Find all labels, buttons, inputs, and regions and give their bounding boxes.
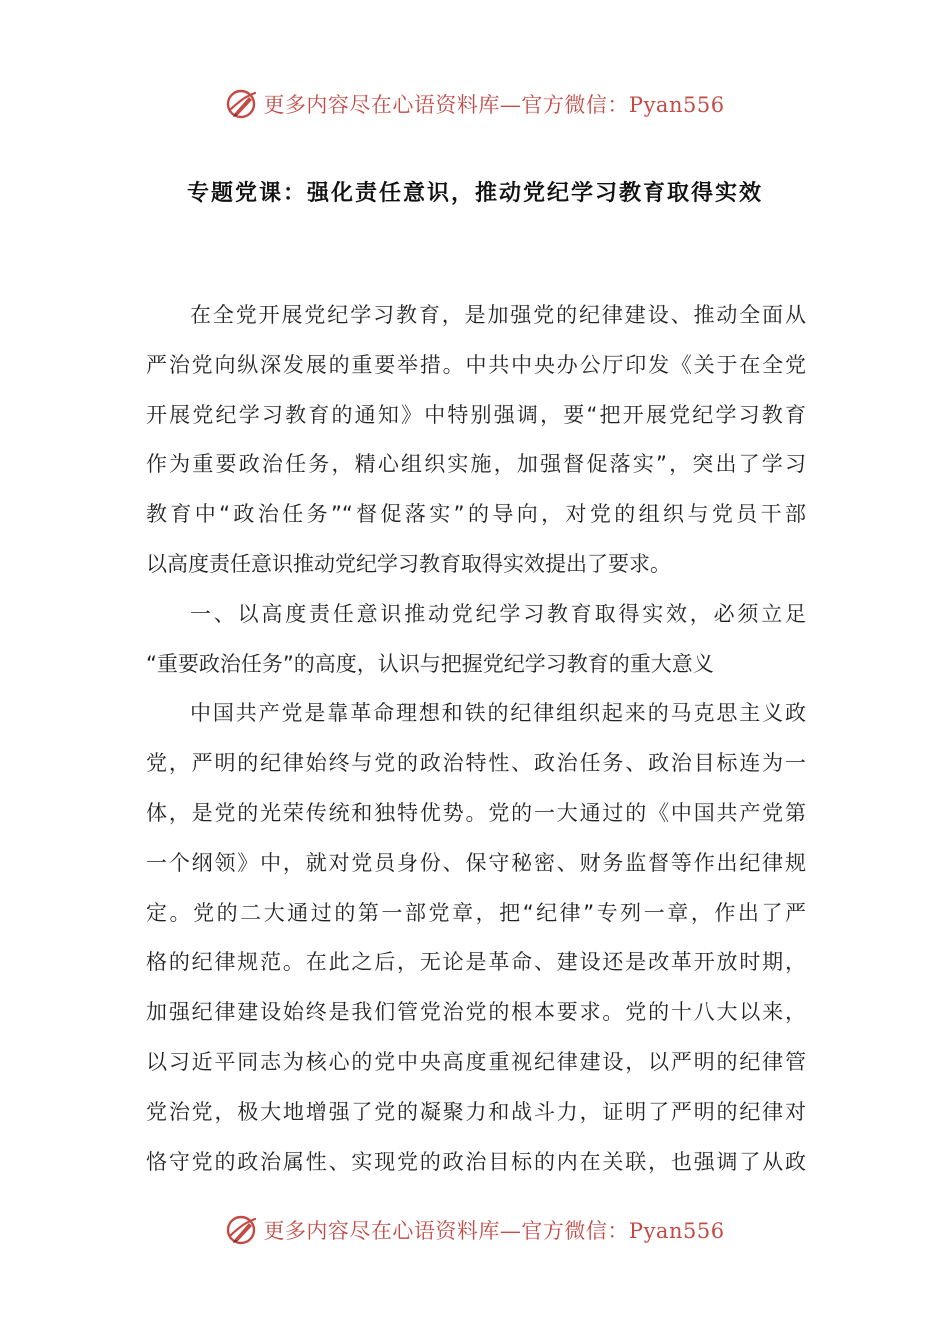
- document-title: 专题党课：强化责任意识，推动党纪学习教育取得实效: [186, 181, 763, 206]
- text-line: 严治党向纵深发展的重要举措。中共中央办公厅印发《关于在全党: [146, 352, 806, 377]
- pen-logo-icon: [225, 1213, 259, 1247]
- text-line: 在全党开展党纪学习教育，是加强党的纪律建设、推动全面从: [190, 303, 806, 327]
- text-line: 一、以高度责任意识推动党纪学习教育取得实效，必须立足: [190, 601, 806, 626]
- text-line: 作为重要政治任务，精心组织实施，加强督促落实”，突出了学习: [146, 452, 806, 477]
- text-line: 体，是党的光荣传统和独特优势。党的一大通过的《中国共产党第: [146, 800, 806, 825]
- document-body: [146, 291, 806, 1187]
- banner-text: 更多内容尽在心语资料库—官方微信：Pyan556: [263, 93, 725, 117]
- text-line: 以高度责任意识推动党纪学习教育取得实效提出了要求。: [146, 551, 671, 576]
- text-line: 定。党的二大通过的第一部党章，把“纪律”专列一章，作出了严: [146, 900, 806, 925]
- text-line: 一个纲领》中，就对党员身份、保守秘密、财务监督等作出纪律规: [146, 850, 806, 875]
- pen-logo-icon: [225, 87, 259, 121]
- text-line: 开展党纪学习教育的通知》中特别强调，要“把开展党纪学习教育: [146, 402, 806, 427]
- text-line: 恪守党的政治属性、实现党的政治目标的内在关联，也强调了从政: [146, 1149, 806, 1174]
- text-line: 党治党，极大地增强了党的凝聚力和战斗力，证明了严明的纪律对: [146, 1099, 806, 1124]
- text-line: 加强纪律建设始终是我们管党治党的根本要求。党的十八大以来，: [146, 1000, 806, 1025]
- text-line: 中国共产党是靠革命理想和铁的纪律组织起来的马克思主义政: [190, 701, 806, 726]
- banner-text: 更多内容尽在心语资料库—官方微信：Pyan556: [263, 1219, 725, 1243]
- header-banner: [0, 84, 950, 124]
- text-line: 教育中“政治任务”“督促落实”的导向，对党的组织与党员干部: [146, 502, 806, 527]
- text-line: 以习近平同志为核心的党中央高度重视纪律建设，以严明的纪律管: [146, 1049, 806, 1074]
- footer-banner: [0, 1210, 950, 1250]
- text-line: 党，严明的纪律始终与党的政治特性、政治任务、政治目标连为一: [146, 751, 806, 776]
- text-line: 格的纪律规范。在此之后，无论是革命、建设还是改革开放时期，: [146, 950, 806, 975]
- text-line: “重要政治任务”的高度，认识与把握党纪学习教育的重大意义: [146, 651, 714, 676]
